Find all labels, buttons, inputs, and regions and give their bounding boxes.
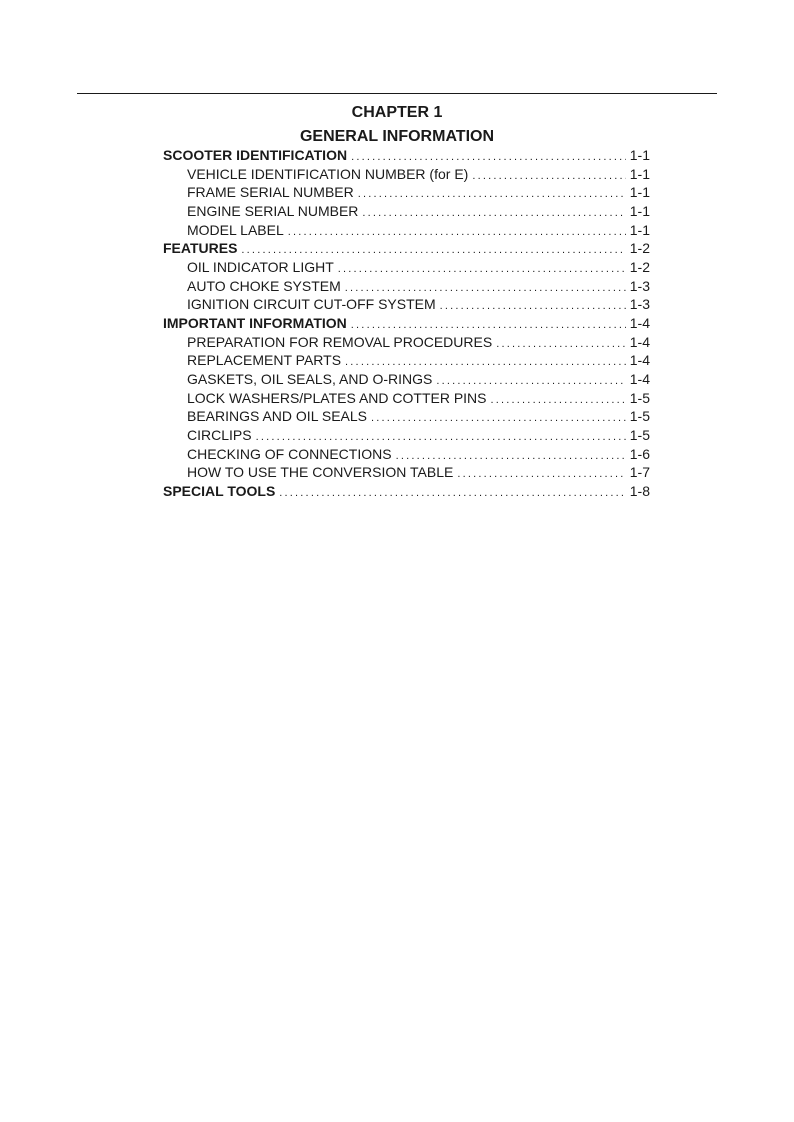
toc-entry-label: PREPARATION FOR REMOVAL PROCEDURES <box>187 333 493 350</box>
toc-entry-label: SPECIAL TOOLS <box>163 482 276 499</box>
toc-entry[interactable] <box>163 351 650 370</box>
chapter-subtitle: GENERAL INFORMATION <box>299 128 495 145</box>
toc-leader-dots <box>241 241 625 258</box>
toc-entry-label: ENGINE SERIAL NUMBER <box>187 202 359 219</box>
toc-leader-dots <box>358 185 626 202</box>
toc-leader-dots <box>338 260 626 277</box>
toc-entry[interactable] <box>163 333 650 352</box>
toc-leader-dots <box>279 484 625 501</box>
toc-entry[interactable] <box>163 239 650 258</box>
header-rule <box>77 93 717 94</box>
toc-entry-page: 1-4 <box>629 333 650 350</box>
toc-entry-label: HOW TO USE THE CONVERSION TABLE <box>187 464 454 481</box>
toc-entry-page: 1-5 <box>629 426 650 443</box>
toc-entry[interactable] <box>163 482 650 501</box>
toc-leader-dots <box>457 465 625 482</box>
toc-entry-label: FEATURES <box>163 240 238 257</box>
toc-entry[interactable] <box>163 221 650 240</box>
toc-entry[interactable] <box>163 258 650 277</box>
toc-leader-dots <box>436 372 625 389</box>
toc-entry[interactable] <box>163 183 650 202</box>
toc-entry-label: REPLACEMENT PARTS <box>187 352 342 369</box>
toc-leader-dots <box>396 447 626 464</box>
toc-entry-label: MODEL LABEL <box>187 221 284 238</box>
toc-entry-page: 1-2 <box>629 258 650 275</box>
toc-entry[interactable] <box>163 463 650 482</box>
toc-entry[interactable] <box>163 314 650 333</box>
toc-leader-dots <box>256 428 626 445</box>
toc-entry[interactable] <box>163 295 650 314</box>
toc-entry-page: 1-2 <box>629 240 650 257</box>
toc-leader-dots <box>345 353 626 370</box>
toc-entry-label: AUTO CHOKE SYSTEM <box>187 277 341 294</box>
toc-entry-label: FRAME SERIAL NUMBER <box>187 184 354 201</box>
toc-entry-page: 1-3 <box>629 296 650 313</box>
toc-leader-dots <box>496 335 626 352</box>
toc-leader-dots <box>472 167 625 184</box>
toc-entry-page: 1-4 <box>629 352 650 369</box>
toc-entry-label: OIL INDICATOR LIGHT <box>187 258 334 275</box>
toc-entry[interactable] <box>163 389 650 408</box>
toc-leader-dots <box>371 409 626 426</box>
toc-entry-label: IMPORTANT INFORMATION <box>163 314 347 331</box>
toc-leader-dots <box>288 223 626 240</box>
toc-entry-page: 1-5 <box>629 389 650 406</box>
toc-entry-page: 1-1 <box>629 184 650 201</box>
table-of-contents <box>163 146 650 500</box>
toc-entry-label: IGNITION CIRCUIT CUT-OFF SYSTEM <box>187 296 436 313</box>
toc-leader-dots <box>362 204 625 221</box>
toc-entry-label: SCOOTER IDENTIFICATION <box>163 147 348 163</box>
toc-entry[interactable] <box>163 407 650 426</box>
toc-entry-page: 1-8 <box>629 482 650 499</box>
toc-leader-dots <box>351 148 626 165</box>
toc-entry[interactable] <box>163 445 650 464</box>
toc-entry-page: 1-1 <box>629 165 650 182</box>
toc-leader-dots <box>345 279 626 296</box>
toc-entry-page: 1-5 <box>629 408 650 425</box>
toc-entry-page: 1-1 <box>629 221 650 238</box>
toc-entry[interactable] <box>163 277 650 296</box>
toc-entry-label: GASKETS, OIL SEALS, AND O-RINGS <box>187 370 433 387</box>
toc-entry-label: CHECKING OF CONNECTIONS <box>187 445 392 462</box>
toc-entry-label: VEHICLE IDENTIFICATION NUMBER (for E) <box>187 165 469 182</box>
toc-entry-label: BEARINGS AND OIL SEALS <box>187 408 367 425</box>
toc-entry-label: CIRCLIPS <box>187 426 252 443</box>
toc-entry[interactable] <box>163 202 650 221</box>
toc-entry[interactable] <box>163 165 650 184</box>
toc-entry-page: 1-1 <box>629 202 650 219</box>
toc-entry-page: 1-3 <box>629 277 650 294</box>
toc-leader-dots <box>440 297 626 314</box>
toc-entry-page: 1-7 <box>629 464 650 481</box>
toc-entry-page: 1-1 <box>629 147 650 163</box>
toc-entry-page: 1-4 <box>629 314 650 331</box>
toc-entry[interactable] <box>163 426 650 445</box>
toc-leader-dots <box>491 391 626 408</box>
toc-entry[interactable] <box>163 146 650 165</box>
toc-entry-label: LOCK WASHERS/PLATES AND COTTER PINS <box>187 389 487 406</box>
toc-leader-dots <box>351 316 626 333</box>
chapter-title: CHAPTER 1 <box>351 104 443 121</box>
toc-entry-page: 1-6 <box>629 445 650 462</box>
toc-entry-page: 1-4 <box>629 370 650 387</box>
toc-entry[interactable] <box>163 370 650 389</box>
